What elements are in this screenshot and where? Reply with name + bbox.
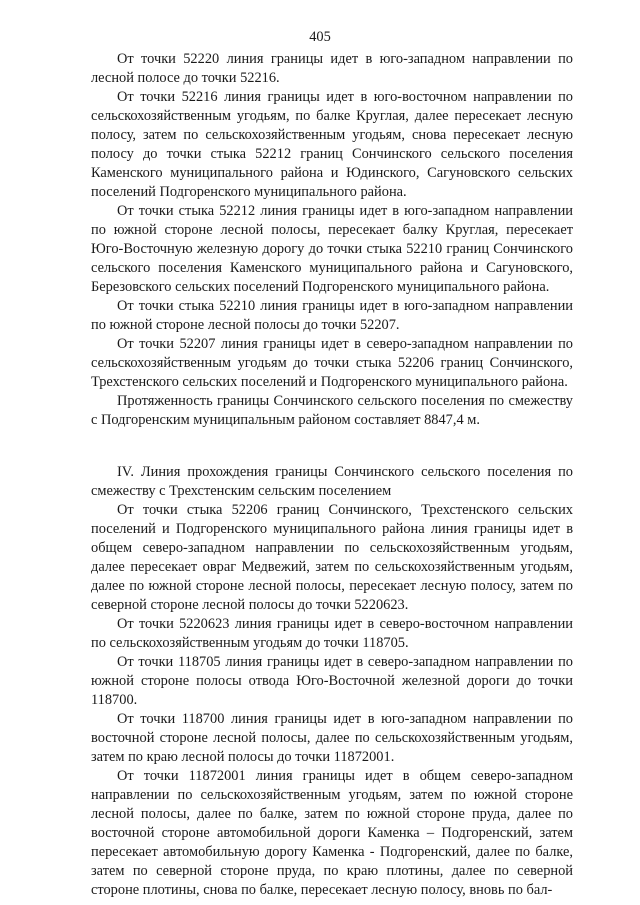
summary-paragraph: Протяженность границы Сончинского сельского поселения по смежеству с Подгоренским муниципальным районом составляет 8847,4 м. (91, 393, 573, 428)
document-body (91, 50, 573, 900)
paragraph: От точки 52220 линия границы идет в юго-западном направлении по лесной полосе до точки 52216. (91, 51, 573, 86)
paragraph: От точки 11872001 линия границы идет в общем северо-западном направлении по сельскохозяйственным угодьям, затем по южной стороне лесной полосы, далее по балке, затем по южной стороне пруда, далее по восточной стороне автомобильной дороги Каменка – Подгоренский, затем пересекает автомобильную дорогу Каменка - Подгоренский, далее по балке, затем по северной стороне пруда, по краю плотины, далее по северной стороне плотины, снова по балке, пересекает лесную полосу, вновь по бал- (91, 768, 573, 898)
section-heading: IV. Линия прохождения границы Сончинского сельского поселения по смежеству с Трехстенским сельским поселением (91, 464, 573, 499)
paragraph: От точки стыка 52206 границ Сончинского, Трехстенского сельских поселений и Подгоренского муниципального района линия границы идет в общем северо-западном направлении по сельскохозяйственным угодьям, далее пересекает овраг Медвежий, затем по сельскохозяйственным угодьям, далее по южной стороне лесной полосы, пересекает лесную полосу, затем по северной стороне лесной полосы до точки 5220623. (91, 502, 573, 613)
paragraph: От точки 118700 линия границы идет в юго-западном направлении по восточной стороне лесной полосы, далее по сельскохозяйственным угодьям, затем по краю лесной полосы до точки 11872001. (91, 711, 573, 765)
paragraph: От точки 118705 линия границы идет в северо-западном направлении по южной стороне полосы отвода Юго-Восточной железной дороги до точки 118700. (91, 654, 573, 708)
paragraph: От точки 52216 линия границы идет в юго-восточном направлении по сельскохозяйственным угодьям, по балке Круглая, далее пересекает лесную полосу, затем по сельскохозяйственным угодьям, снова пересекает лесную полосу до точки стыка 52212 границ Сончинского сельского поселения Каменского муниципального района и Юдинского, Сагуновского сельских поселений Подгоренского муниципального района. (91, 89, 573, 200)
paragraph: От точки 5220623 линия границы идет в северо-восточном направлении по сельскохозяйственным угодьям до точки 118705. (91, 616, 573, 651)
page-number: 405 (309, 29, 331, 45)
paragraph: От точки 52207 линия границы идет в северо-западном направлении по сельскохозяйственным угодьям до точки стыка 52206 границ Сончинского, Трехстенского сельских поселений и Подгоренского муниципального района. (91, 336, 573, 390)
section-gap (91, 430, 573, 463)
paragraph: От точки стыка 52210 линия границы идет в юго-западном направлении по южной стороне лесной полосы до точки 52207. (91, 298, 573, 333)
paragraph: От точки стыка 52212 линия границы идет в юго-западном направлении по южной стороне лесной полосы, пересекает балку Круглая, пересекает Юго-Восточную железную дорогу до точки стыка 52210 границ Сончинского сельского поселения Каменского муниципального района и Сагуновского, Березовского сельских поселений Подгоренского муниципального района. (91, 203, 573, 295)
